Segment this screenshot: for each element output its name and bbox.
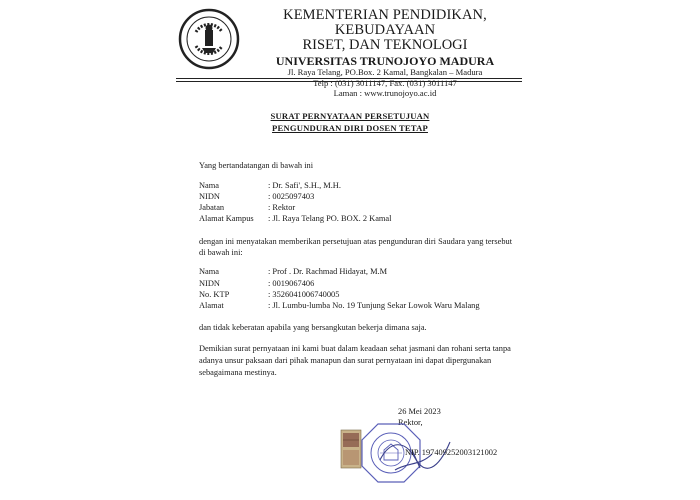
closing-line2: adanya unsur paksaan dari pihak manapun dan surat pernyataan ini dapat dipergunakan: [199, 356, 492, 365]
signature-date: 26 Mei 2023: [398, 407, 441, 416]
letterhead-divider: [176, 78, 522, 79]
subject-name-label: Nama: [199, 267, 219, 276]
revenue-stamp-icon: [341, 430, 361, 468]
subject-nidn-value: : 0019067406: [268, 279, 315, 288]
signer-position-label: Jabatan: [199, 203, 225, 212]
subject-nidn-label: NIDN: [199, 279, 220, 288]
signer-nidn-label: NIDN: [199, 192, 220, 201]
subject-ktp-label: No. KTP: [199, 290, 230, 299]
ministry-name-line1: KEMENTERIAN PENDIDIKAN, KEBUDAYAAN: [283, 7, 487, 39]
stamp-and-signature: [320, 420, 480, 500]
signer-address-label: Alamat Kampus: [199, 214, 254, 223]
subject-ktp-value: : 3526041006740005: [268, 290, 340, 299]
signature-role: Rektor,: [398, 418, 423, 427]
letterhead-divider-thin: [176, 81, 522, 82]
university-website: Laman : www.trunojoyo.ac.id: [333, 87, 437, 98]
statement-line2: di bawah ini:: [199, 248, 243, 257]
signer-name-label: Nama: [199, 181, 219, 190]
signer-position-value: : Rektor: [268, 203, 296, 212]
subject-name-value: : Prof . Dr. Rachmad Hidayat, M.M: [268, 267, 388, 276]
ministry-name-line2: RISET, DAN TEKNOLOGI: [302, 37, 468, 54]
letter-title-line1: SURAT PERNYATAAN PERSETUJUAN: [270, 111, 430, 121]
letterhead: [240, 8, 530, 98]
no-objection-text: dan tidak keberatan apabila yang bersangkutan bekerja dimana saja.: [199, 323, 427, 332]
subject-address-label: Alamat: [199, 301, 224, 310]
university-phone: Telp : (031) 3011147, Fax. (031) 3011147: [313, 77, 457, 88]
signer-address-value: : Jl. Raya Telang PO. BOX. 2 Kamal: [268, 214, 392, 223]
letter-title-line2: PENGUNDURAN DIRI DOSEN TETAP: [272, 123, 428, 133]
signer-nidn-value: : 0025097403: [268, 192, 315, 201]
university-logo-icon: [178, 8, 240, 70]
university-address: Jl. Raya Telang, PO.Box. 2 Kamal, Bangkalan – Madura: [287, 67, 483, 78]
statement-line1: dengan ini menyatakan memberikan persetujuan atas pengunduran diri Saudara yang tersebut: [199, 237, 513, 246]
closing-line1: Demikian surat pernyataan ini kami buat dalam keadaan sehat jasmani dan rohani serta tanpa: [199, 344, 511, 353]
subject-address-value: : Jl. Lumbu-lumba No. 19 Tunjung Sekar Lowok Waru Malang: [268, 301, 480, 310]
signature-nip: NIP. 197409252003121002: [405, 448, 498, 457]
university-name: UNIVERSITAS TRUNOJOYO MADURA: [275, 53, 495, 68]
closing-line3: sebagaimana mestinya.: [199, 368, 277, 377]
opening-text: Yang bertandatangan di bawah ini: [199, 161, 314, 170]
signer-name-value: : Dr. Safi', S.H., M.H.: [268, 181, 341, 190]
